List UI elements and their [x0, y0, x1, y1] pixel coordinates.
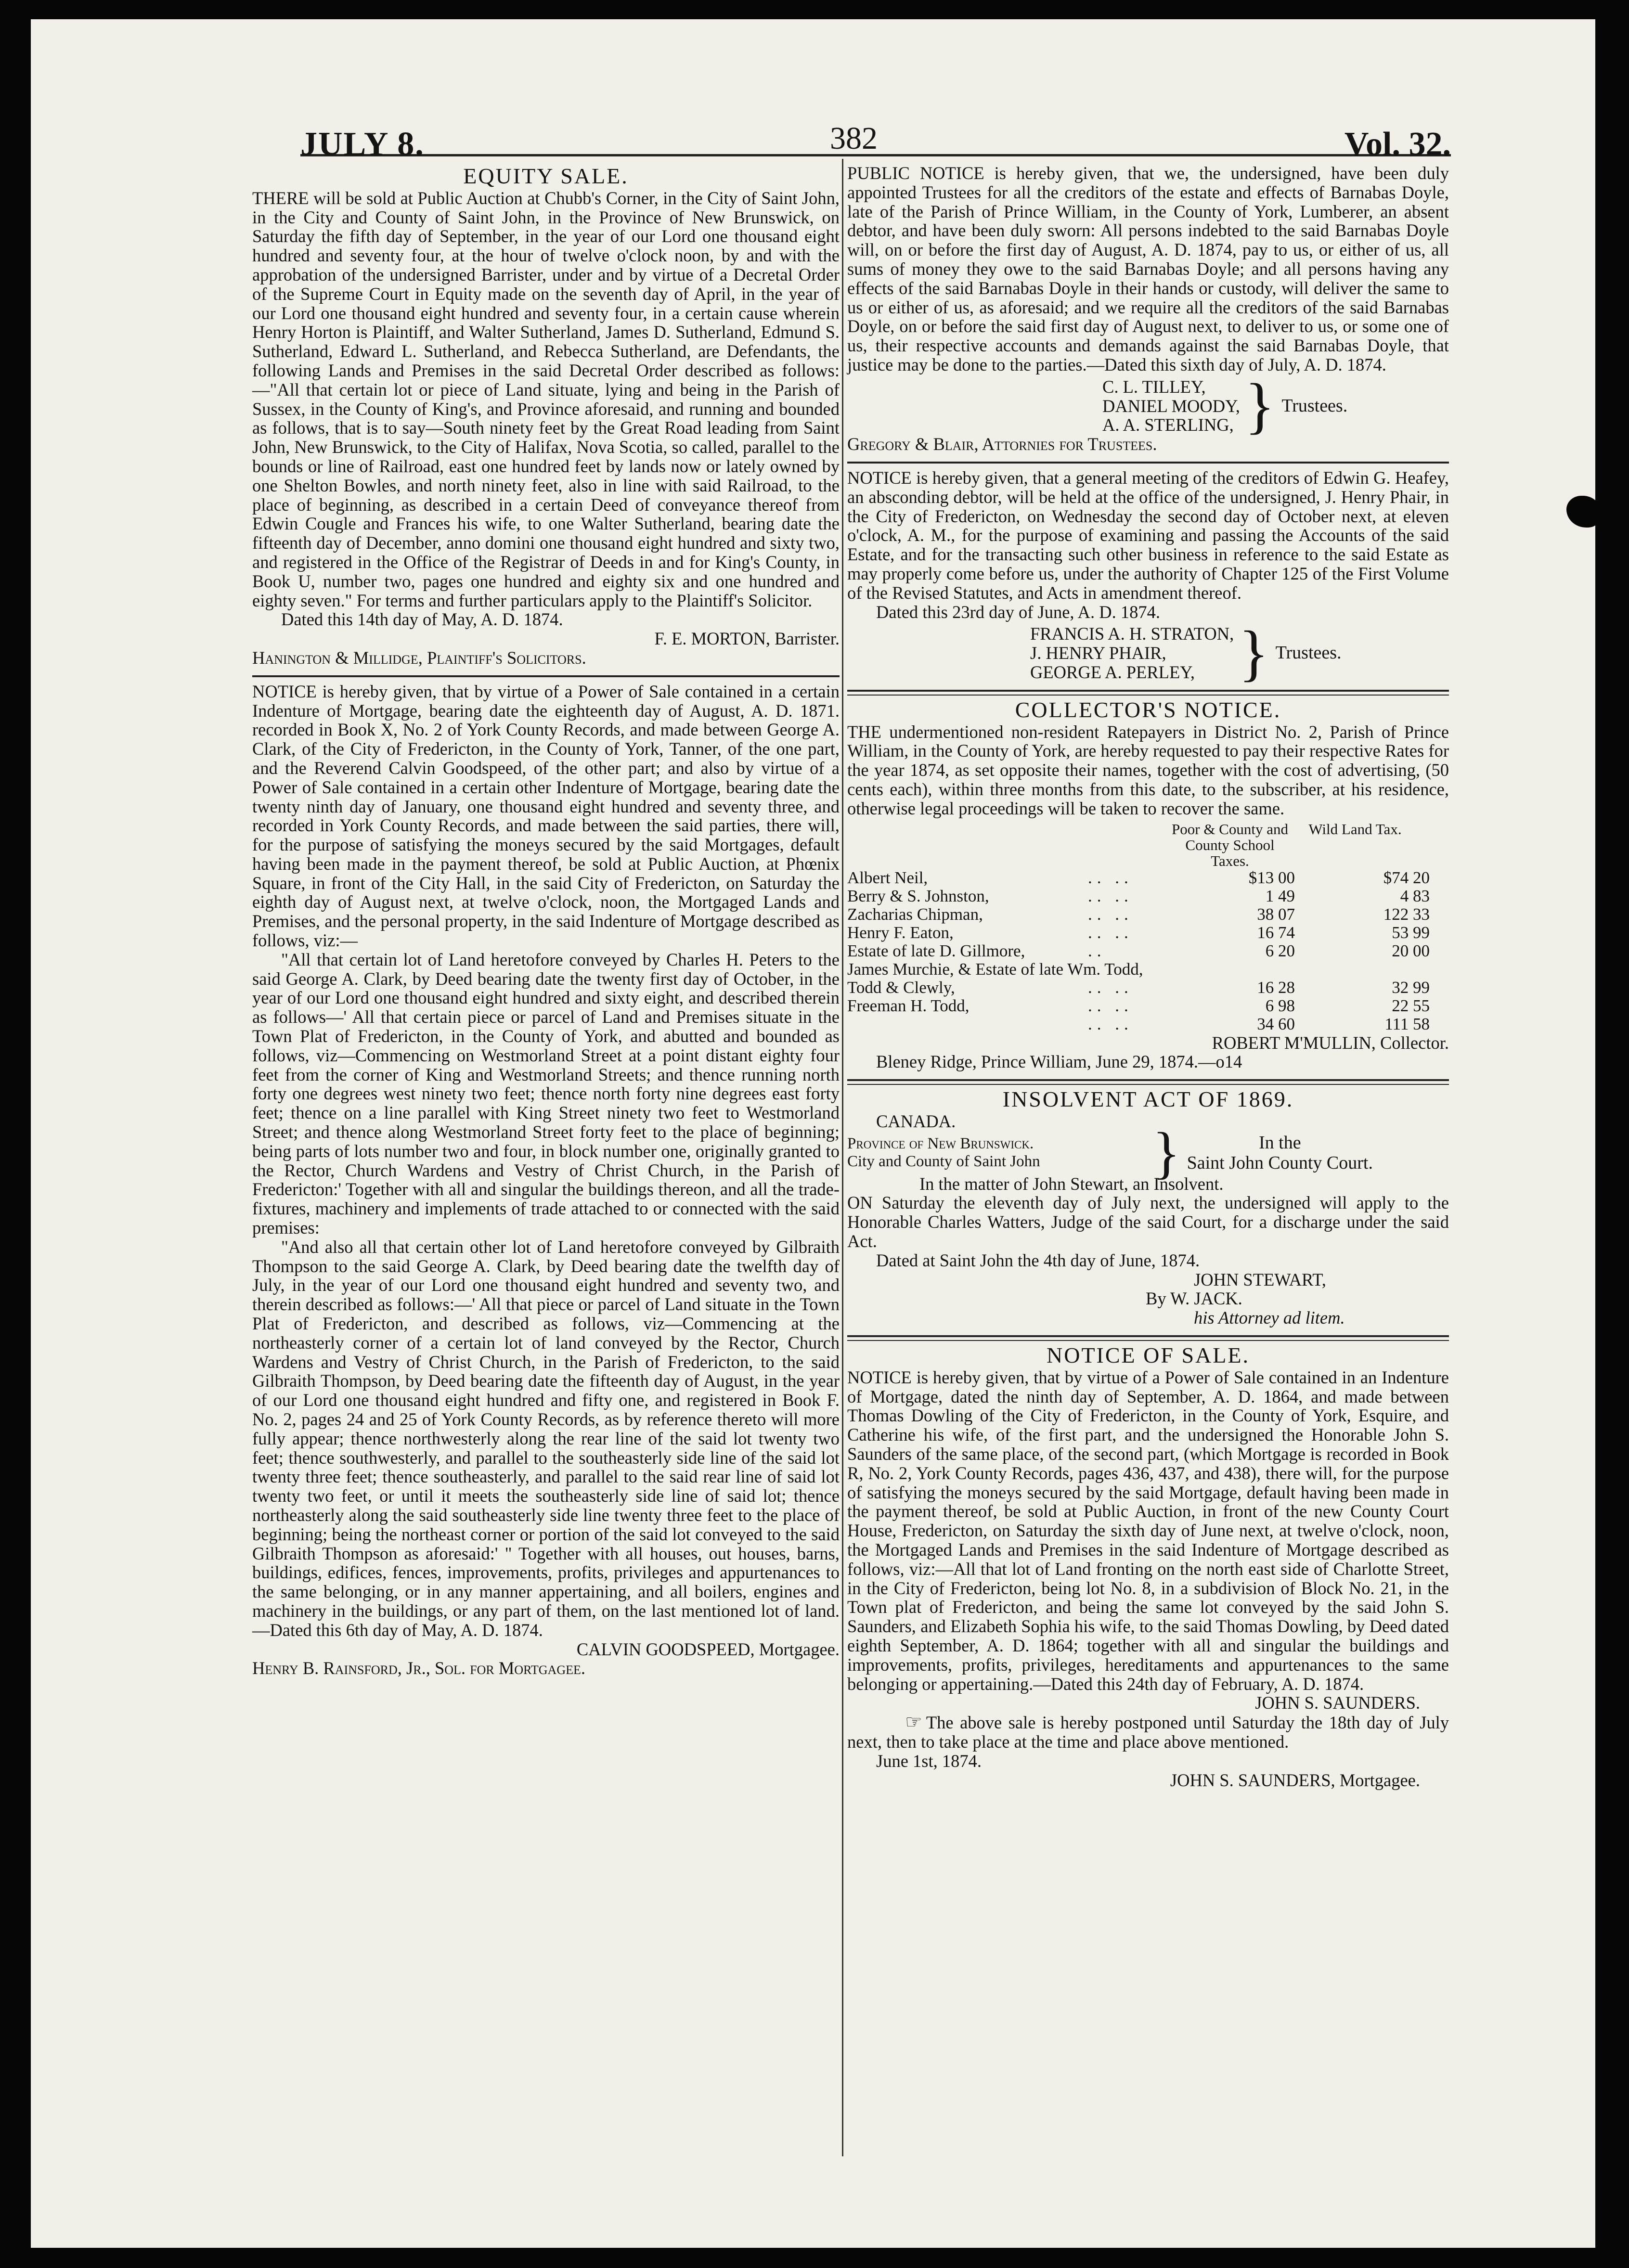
- collectors-notice: [847, 697, 1449, 1072]
- insolvent-court-line-1: In the: [1259, 1132, 1301, 1153]
- newspaper-page: [31, 19, 1595, 2248]
- insolvent-city: City and County of Saint John: [847, 1152, 1040, 1170]
- insolvent-attorney: his Attorney ad litem.: [1194, 1308, 1345, 1328]
- notice-of-sale-signature: JOHN S. SAUNDERS.: [1255, 1693, 1420, 1713]
- issue-date: JULY 8.: [300, 126, 425, 163]
- brace-glyph: }: [1239, 619, 1269, 688]
- table-row: Todd & Clewly, .. .. 16 28 32 99: [847, 978, 1430, 997]
- brace-glyph: }: [1244, 371, 1275, 441]
- creditors-notice: [847, 467, 1449, 688]
- trustee-name: GEORGE A. PERLEY,: [1030, 662, 1195, 682]
- table-row: Henry F. Eaton, .. .. 16 74 53 99: [847, 923, 1430, 942]
- table-row: .. .. 34 60 111 58: [1088, 1014, 1430, 1033]
- mortgage-solicitor: Henry B. Rainsford, Jr., Sol. for Mortgagee.: [252, 1658, 585, 1678]
- table-row: Freeman H. Todd, .. .. 6 98 22 55: [847, 996, 1430, 1015]
- equity-sale-title: EQUITY SALE.: [463, 164, 629, 188]
- collectors-notice-body: THE undermentioned non-resident Ratepayers in District No. 2, Parish of Prince William, in the County of York, are hereby requested to pay their respective Rates for the year 1874, as set opposite their names, together with the cost of advertising, (50 cents each), within three months from this date, to the subscriber, at his residence, otherwise legal proceedings will be taken to recover the same.: [847, 722, 1449, 818]
- table-row: James Murchie, & Estate of late Wm. Todd,: [847, 959, 1143, 979]
- insolvent-matter: In the matter of John Stewart, an Insolvent.: [919, 1173, 1224, 1194]
- table-row: Estate of late D. Gillmore, .. 6 20 20 00: [847, 941, 1430, 960]
- table-row: Berry & S. Johnston, .. .. 1 49 4 83: [847, 886, 1430, 905]
- page-number: 382: [830, 121, 878, 156]
- trustee-name: DANIEL MOODY,: [1102, 396, 1240, 416]
- school-tax-heading: Poor & County and County School Taxes.: [1172, 820, 1288, 869]
- collector-place-date: Bleney Ridge, Prince William, June 29, 1874.—o14: [876, 1052, 1242, 1072]
- section-rule: [252, 675, 840, 677]
- notice-of-sale: [847, 1343, 1449, 1790]
- section-rule: [847, 690, 1449, 696]
- page-header: [300, 91, 1451, 163]
- trustee-name: C. L. TILLEY,: [1102, 376, 1206, 397]
- volume-number: Vol. 32.: [1344, 126, 1451, 163]
- creditors-notice-dated: Dated this 23rd day of June, A. D. 1874.: [876, 602, 1161, 622]
- brace-glyph: }: [1152, 1120, 1180, 1185]
- insolvent-province: Province of New Brunswick.: [847, 1134, 1034, 1152]
- insolvent-country: CANADA.: [876, 1111, 956, 1131]
- equity-sale-body: THERE will be sold at Public Auction at Chubb's Corner, in the City of Saint John, in the City and County of Saint John, in the Province of New Brunswick, on Saturday the fifth day of September, in the year of our Lord one thousand eight hundred and seventy four, at the hour of twelve o'clock noon, by and with the approbation of the undersigned Barrister, under and by virtue of a Decretal Order of the Supreme Court in Equity made on the seventh day of April, in the year of our Lord one thousand eight hundred and seventy four, in a certain cause wherein Henry Horton is Plaintiff, and Walter Sutherland, James D. Sutherland, Edmund S. Sutherland, Edward L. Sutherland, and Rebecca Sutherland, are Defendants, the following Lands and Premises in the said Decretal Order described as follows:—"All that certain lot or piece of Land situate, lying and being in the Parish of Sussex, in the County of King's, and Province aforesaid, and running and bounded as follows, that is to say—South ninety feet by the Great Road leading from Saint John, New Brunswick, to the City of Halifax, Nova Scotia, so called, parallel to the bounds or line of Railroad, east one hundred feet by lands now or lately owned by one Shelton Bowles, and north ninety feet, also in line with said Railroad, to the place of beginning, as described in a certain Deed of conveyance thereof from Edwin Cougle and Frances his wife, to one Walter Sutherland, bearing date the fifteenth day of December, anno domini one thousand eight hundred and sixty two, and registered in the Office of the Registrar of Deeds in and for King's County, in Book U, number two, pages one hundred and eighty six and one hundred and eighty seven." For terms and further particulars apply to the Plaintiff's Solicitor.: [252, 188, 840, 610]
- equity-sale-notice: [252, 164, 840, 668]
- insolvent-by: By W. JACK.: [1146, 1289, 1242, 1309]
- mortgage-signature: CALVIN GOODSPEED, Mortgagee.: [576, 1639, 840, 1659]
- collector-signature: ROBERT M'MULLIN, Collector.: [1212, 1032, 1449, 1053]
- insolvent-name: JOHN STEWART,: [1194, 1269, 1326, 1289]
- trustee-name: J. HENRY PHAIR,: [1030, 643, 1166, 663]
- insolvent-dated: Dated at Saint John the 4th day of June, 1874.: [876, 1250, 1200, 1270]
- tax-table-header: [847, 821, 1449, 869]
- collectors-notice-title: COLLECTOR'S NOTICE.: [1015, 697, 1281, 722]
- notice-of-sale-title: NOTICE OF SALE.: [1047, 1343, 1250, 1368]
- section-rule: [847, 462, 1449, 464]
- wild-land-tax-heading: Wild Land Tax.: [1308, 820, 1402, 838]
- mortgage-body-2: "All that certain lot of Land heretofore conveyed by Charles H. Peters to the said George A. Clark, by Deed bearing date the twenty first day of October, in the year of our Lord one thousand eight hundred and sixty eight, and described therein as follows—' All that certain piece or parcel of Land and Premises situate in the Town Plat of Fredericton, in the County of York, and abutted and bounded as follows, viz—Commencing on Westmorland Street at a point distant eighty four feet from the corner of King and Westmorland Streets; and thence running north forty one degrees west ninety two feet; thence north forty nine degrees east forty feet; thence on a line parallel with King Street ninety two feet to Westmorland Street; and thence along Westmorland Street forty feet to the place of beginning; being parts of lots number two and four, in block number one, originally granted to the Rector, Church Wardens and Vestry of Christ Church, in the Parish of Fredericton:' Together with all and singular the buildings thereon, and all the trade-fixtures, machinery and implements of trade attached to or connected with the said premises:: [252, 949, 840, 1238]
- insolvent-court-line-2: Saint John County Court.: [1187, 1152, 1373, 1173]
- section-rule: [847, 1079, 1449, 1085]
- notice-of-sale-mortgagee: JOHN S. SAUNDERS, Mortgagee.: [1170, 1770, 1420, 1790]
- table-row: Zacharias Chipman, .. .. 38 07 122 33: [847, 904, 1430, 924]
- mortgage-body-1: NOTICE is hereby given, that by virtue of a Power of Sale contained in a certain Indenture of Mortgage, bearing date the eighteenth day of August, A. D. 1871. recorded in Book X, No. 2 of York County Records, and made between George A. Clark, of the City of Fredericton, in the County of York, Tanner, of the one part, and the Reverend Calvin Goodspeed, of the other part; and also by virtue of a Power of Sale contained in a certain other Indenture of Mortgage, bearing date the twenty ninth day of January, one thousand eight hundred and seventy three, and recorded in York County Records, and made between the said parties, there will, for the purpose of satisfying the moneys secured by the said Mortgages, default having been made in the payment thereof, be sold at Public Auction, at Phœnix Square, in front of the City Hall, in the said City of Fredericton, on Saturday the eighth day of August next, at twelve o'clock, noon, the Mortgaged Lands and Premises, and the personal property, in the said Indenture of Mortgage described as follows, viz:—: [252, 681, 840, 951]
- pointing-hand-icon: ☞: [905, 1711, 922, 1733]
- equity-sale-signature: F. E. MORTON, Barrister.: [654, 629, 840, 649]
- mortgage-body-3: "And also all that certain other lot of Land heretofore conveyed by Gilbraith Thompson to the said George A. Clark, by Deed bearing date the twelfth day of July, in the year of our Lord one thousand eight hundred and seventy two, and therein described as follows:—' All that piece or parcel of Land situate in the Town Plat of Fredericton, and described as follows, viz—Commencing at the northeasterly corner of a certain lot of land conveyed by the Rector, Church Wardens and Vestry of Christ Church, in the Parish of Fredericton, to the said Gilbraith Thompson, by Deed bearing date the fifteenth day of August, in the year of our Lord one thousand eight hundred and fifty one, and registered in Book F. No. 2, pages 24 and 25 of York County Records, as by reference thereto will more fully appear; thence northwesterly along the rear line of the said lot twenty two feet; thence southwesterly, and parallel to the southeasterly side line of the said lot twenty three feet; thence southeasterly, and parallel to the said rear line of said lot twenty two feet, or until it meets the southeasterly side line of said lot; thence northeasterly along the said southeasterly side line twenty three feet to the place of beginning; being the northeast corner or portion of the said lot conveyed to the said Gilbraith Thompson as aforesaid:' " Together with all houses, out houses, barns, buildings, edifices, fences, improvements, profits, privileges and appurtenances to the same belonging, or in any manner appertaining, and all boilers, engines and machinery in the buildings, or any part of them, on the last mentioned lot of land.—Dated this 6th day of May, A. D. 1874.: [252, 1237, 840, 1640]
- left-column: [252, 164, 840, 1678]
- section-rule: [847, 1335, 1449, 1341]
- insolvent-notice: [847, 1087, 1449, 1328]
- public-notice-trustees: [847, 371, 1449, 441]
- notice-of-sale-postponed: ☞ The above sale is hereby postponed until Saturday the 18th day of July next, then to take place at the time and place above mentioned.: [847, 1711, 1449, 1752]
- table-row: Albert Neil, .. .. $13 00 $74 20: [847, 868, 1430, 887]
- creditors-notice-body: NOTICE is hereby given, that a general meeting of the creditors of Edwin G. Heafey, an absconding debtor, will be held at the office of the undersigned, J. Henry Phair, in the City of Fredericton, on Wednesday the second day of October next, at eleven o'clock, A. M., for the purpose of examining and passing the Accounts of the said Estate, and for the transacting such other business in reference to the said Estate as may properly come before us, under the authority of Chapter 125 of the First Volume of the Revised Statutes, and Acts in amendment thereof.: [847, 467, 1449, 603]
- public-notice-body: PUBLIC NOTICE is hereby given, that we, the undersigned, have been duly appointed Trustees for all the creditors of the estate and effects of Barnabas Doyle, late of the Parish of Prince William, in the County of York, Lumberer, an absent debtor, and have been duly sworn: All persons indebted to the said Barnabas Doyle will, on or before the first day of August, A. D. 1874, pay to us, or either of us, all sums of money they owe to the said Barnabas Doyle; and all persons having any effects of the said Barnabas Doyle in their hands or custody, will deliver the same to us or either of us, as aforesaid; and we require all the creditors of the said Barnabas Doyle, on or before the said first day of August next, to deliver to us, or some one of us, their respective accounts and demands against the said Barnabas Doyle, that justice may be done to the parties.—Dated this sixth day of July, A. D. 1874.: [847, 163, 1449, 374]
- attorneys-line: Gregory & Blair, Attornies for Trustees.: [847, 434, 1157, 454]
- notice-of-sale-date: June 1st, 1874.: [876, 1751, 982, 1771]
- tax-table: [847, 869, 1449, 1033]
- insolvent-body: ON Saturday the eleventh day of July next, the undersigned will apply to the Honorable Charles Watters, Judge of the said Court, for a discharge under the said Act.: [847, 1193, 1449, 1251]
- trustees-label: Trustees.: [1281, 395, 1348, 416]
- equity-sale-dated: Dated this 14th day of May, A. D. 1874.: [281, 609, 563, 630]
- mortgage-notice: [252, 682, 840, 1678]
- notice-of-sale-body: NOTICE is hereby given, that by virtue of a Power of Sale contained in an Indenture of Mortgage, dated the ninth day of September, A. D. 1864, and made between Thomas Dowling of the City of Fredericton, in the County of York, Esquire, and Catherine his wife, of the first part, and the undersigned the Honorable John S. Saunders of the same place, of the second part, (which Mortgage is recorded in Book R, No. 2, York County Records, pages 436, 437, and 438), there will, for the purpose of satisfying the moneys secured by the said Mortgage, default having been made in the payment thereof, be sold at Public Auction, in front of the new County Court House, Fredericton, on Saturday the sixth day of June next, at twelve o'clock, noon, the Mortgaged Lands and Premises in the said Indenture of Mortgage described as follows, viz:—All that lot of Land fronting on the north east side of Charlotte Street, in the City of Fredericton, being lot No. 8, in a subdivision of Block No. 21, in the Town plat of Fredericton, and being the same lot conveyed by the said John S. Saunders, and Elizabeth Sophia his wife, to the said Thomas Dowling, by Deed dated eighth September, A. D. 1864; together with all and singular the buildings and improvements, profits, privileges, hereditaments and appurtenances to the same belonging or appertaining.—Dated this 24th day of February, A. D. 1874.: [847, 1367, 1449, 1694]
- trustee-name: FRANCIS A. H. STRATON,: [1030, 624, 1234, 644]
- equity-sale-solicitors: Hanington & Millidge, Plaintiff's Solicitors.: [252, 647, 586, 668]
- ink-blot: [1566, 496, 1595, 528]
- right-column: [847, 164, 1449, 1790]
- public-notice: [847, 164, 1449, 454]
- creditors-trustees: [847, 619, 1449, 688]
- trustee-name: A. A. STERLING,: [1102, 415, 1234, 435]
- column-divider: [842, 159, 843, 2156]
- insolvent-title: INSOLVENT ACT OF 1869.: [1002, 1087, 1294, 1112]
- trustees-label: Trustees.: [1275, 643, 1342, 663]
